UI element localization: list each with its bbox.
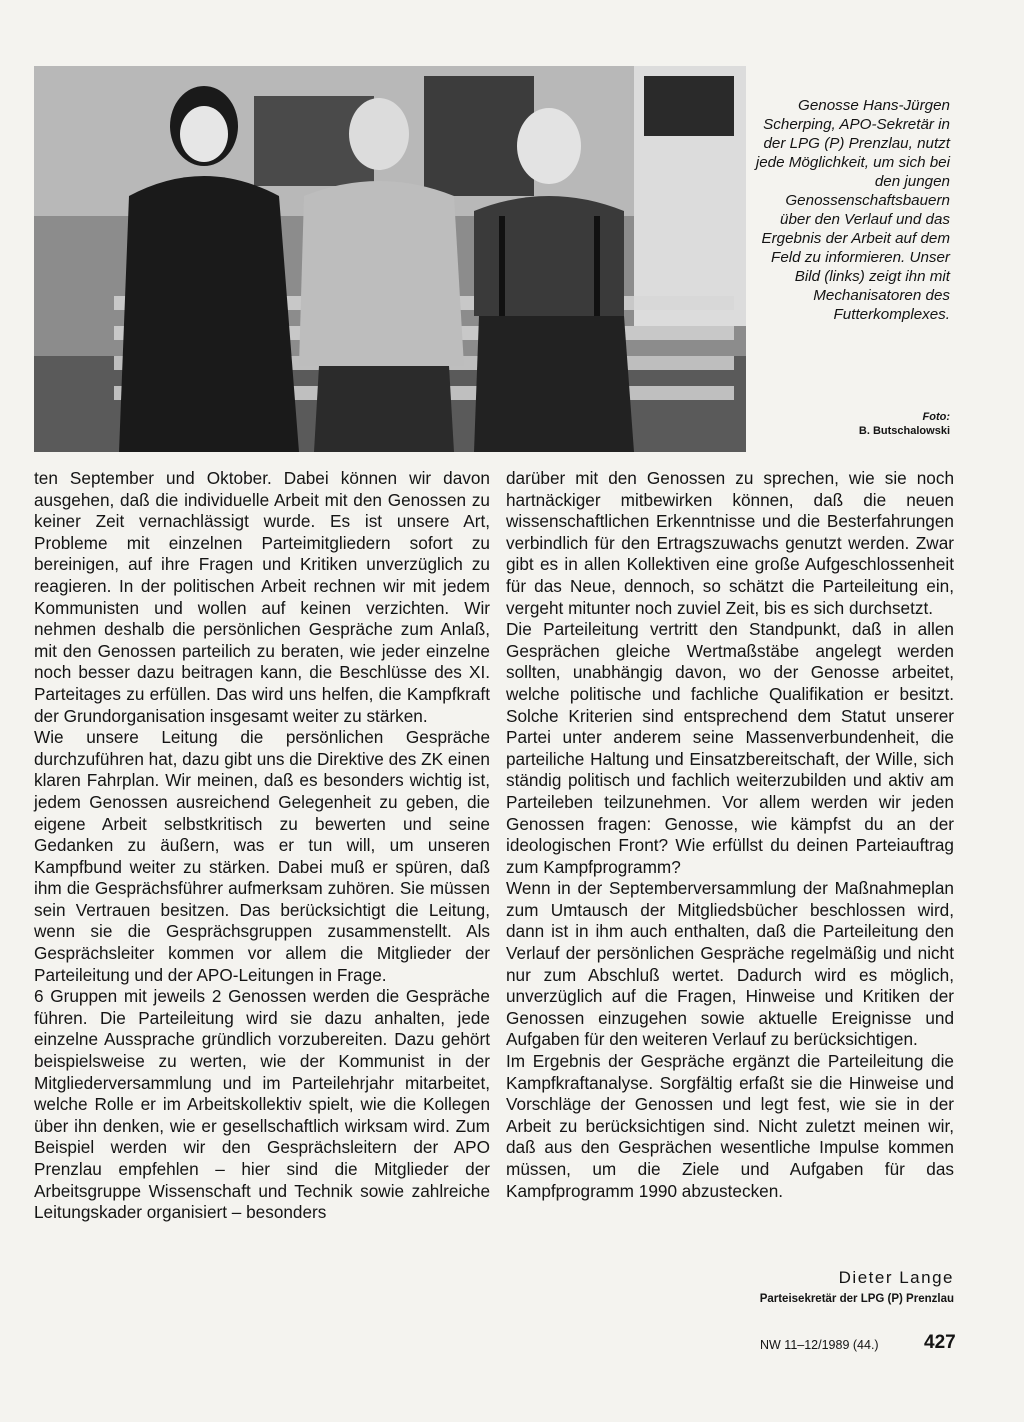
credit-label: Foto: [922, 411, 950, 423]
article-left-column [34, 468, 490, 1224]
paragraph: 6 Gruppen mit jeweils 2 Genossen werden die Gespräche führen. Die Parteileitung wird sie dazu anhalten, jede einzelne Aussprache gründlich vorzubereiten. Dazu gehört beispielsweise zu werten, wie der Kommunist in der Mitgliederversammlung und im Parteilehrjahr mitarbeitet, welche Rolle er im Arbeitskollektiv spielt, wie die Kollegen über ihn denken, wie er gesellschaftlich wirksam wird. Zum Beispiel werden wir den Gesprächsleitern der APO Prenzlau empfehlen – hier sind die Mitglieder der Arbeitsgruppe Wissenschaft und Technik sowie zahlreiche Leitungskader organisiert – besonders [34, 986, 490, 1223]
author-role: Parteisekretär der LPG (P) Prenzlau [759, 1293, 954, 1305]
journal-reference: NW 11–12/1989 (44.) [760, 1338, 879, 1352]
paragraph: Wie unsere Leitung die persönlichen Gespräche durchzuführen hat, dazu gibt uns die Direktive des ZK einen klaren Fahrplan. Wir meinen, daß es besonders wichtig ist, jedem Genossen ausreichend Gelegenheit zu geben, die eigene Arbeit selbstkritisch zu bewerten und seine Gedanken zu äußern, was er tun will, um unseren Kampfbund weiter zu stärken. Dabei muß er spüren, daß ihm die Gesprächsführer aufmerksam zuhören. Sie müssen sein Vertrauen besitzen. Das berücksichtigt die Leitung, wenn sie die Gesprächsgruppen zusammenstellt. Als Gesprächsleiter kommen vor allem die Mitglieder der Parteileitung und der APO-Leitungen in Frage. [34, 727, 490, 985]
photo-image [34, 66, 746, 452]
author-name: Dieter Lange [838, 1268, 954, 1287]
photo-three-men-at-harvester [34, 66, 746, 452]
article-right-column [506, 468, 954, 1202]
paragraph: Wenn in der Septemberversammlung der Maßnahmeplan zum Umtausch der Mitgliedsbücher beschlossen wird, dann ist in ihm auch enthalten, daß die Parteileitung den Verlauf der persönlichen Gespräche regelmäßig und nicht nur zum Abschluß wertet. Dadurch wird es möglich, unverzüglich auf die Fragen, Hinweise und Kritiken der Genossen einzugehen sowie aktuelle Ereignisse und Aufgaben für den weiteren Verlauf zu berücksichtigen. [506, 878, 954, 1050]
page-number: 427 [924, 1332, 956, 1353]
paragraph: Im Ergebnis der Gespräche ergänzt die Parteileitung die Kampfkraftanalyse. Sorgfältig erfaßt sie die Hinweise und Vorschläge der Genossen und legt fest, wie sie in der Arbeit zu berücksichtigen sind. Nicht zuletzt meinen wir, daß aus den Gesprächen wesentliche Impulse kommen müssen, um die Ziele und Aufgaben für das Kampfprogramm 1990 abzustecken. [506, 1051, 954, 1201]
credit-name: B. Butschalowski [858, 425, 950, 437]
photo-credit [790, 410, 950, 438]
paragraph: Die Parteileitung vertritt den Standpunkt, daß in allen Gesprächen gleiche Wertmaßstäbe angelegt werden sollten, unabhängig davon, wo der Genosse arbeitet, welche politische und fachliche Qualifikation er besitzt. Solche Kriterien sind entsprechend dem Statut unserer Partei unter anderem seine Massenverbundenheit, die parteiliche Haltung und Einsatzbereitschaft, der Wille, sich ständig politisch und fachlich weiterzubilden und aktiv am Parteileben teilzunehmen. Vor allem werden wir jeden Genossen fragen: Genosse, wie kämpfst du an der ideologischen Front? Wie erfüllst du deinen Parteiauftrag zum Kampfprogramm? [506, 619, 954, 877]
photo-caption [754, 96, 950, 324]
paragraph: ten September und Oktober. Dabei können wir davon ausgehen, daß die individuelle Arbeit mit den Genossen zu keiner Zeit vernachlässigt wurde. Es ist unsere Art, Probleme mit einzelnen Parteimitgliedern sofort zu bereinigen, auf ihre Fragen und Kritiken unverzüglich zu reagieren. In der politischen Arbeit rechnen wir mit jedem Kommunisten und wollen auf keinen verzichten. Wir nehmen deshalb die persönlichen Gespräche zum Anlaß, mit den Genossen parteilich zu beraten, wie jeder einzelne noch besser dazu beitragen kann, die Beschlüsse des XI. Parteitages zu erfüllen. Das wird uns helfen, die Kampfkraft der Grundorganisation insgesamt weiter zu stärken. [34, 468, 490, 726]
paragraph: darüber mit den Genossen zu sprechen, wie sie noch hartnäckiger mitbewirken können, daß die neuen wissenschaftlichen Erkenntnisse und die Besterfahrungen verbindlich für den Ertragszuwachs genutzt werden. Zwar gibt es in allen Kollektiven eine große Aufgeschlossenheit für das Neue, dennoch, so schätzt die Parteileitung ein, vergeht mitunter noch zuviel Zeit, bis es sich durchsetzt. [506, 468, 954, 618]
caption-text: Genosse Hans-Jürgen Scherping, APO-Sekretär in der LPG (P) Prenzlau, nutzt jede Möglichkeit, um sich bei den jungen Genossenschaftsbauern über den Verlauf und das Ergebnis der Arbeit auf dem Feld zu informieren. Unser Bild (links) zeigt ihn mit Mechanisatoren des Futterkomplexes. [755, 97, 950, 323]
